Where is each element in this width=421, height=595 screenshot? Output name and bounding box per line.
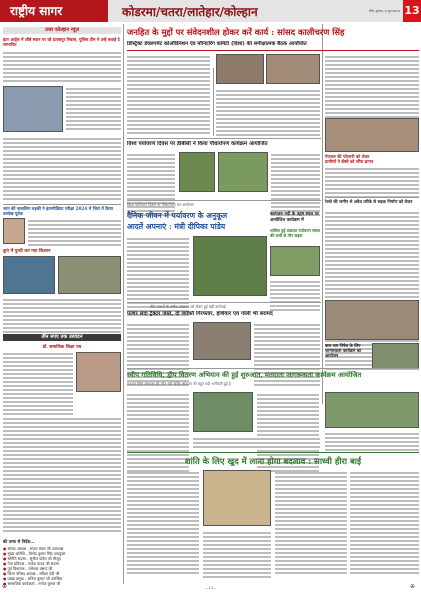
- plantation-photo: [218, 152, 268, 192]
- lead-headline: जनहित के मुद्दों पर संवेदनशील होकर करें कार्य : सांसद कालीचरण सिंह: [127, 27, 345, 37]
- divider: [3, 204, 121, 205]
- story-kicker: विश्व पर्यावरण दिवस पर पौधारोपण का आयोजन: [127, 202, 194, 207]
- meeting-photo: [266, 54, 320, 84]
- story-headline: दैनिक जीवन में पर्यावरण के अनुकूल: [127, 211, 228, 220]
- plantation-photo: [179, 152, 215, 192]
- region-title: कोडरमा/चतरा/लातेहार/कोल्हान: [122, 4, 258, 19]
- list-item: ● जिला परिषद अध्यक्ष - सविता देवी जी: [3, 571, 121, 576]
- story-headline: कल्पतरु नदी के उद्गम स्थल पर आयोजित कार्यक्रम में: [270, 212, 319, 223]
- tractor-photo: [193, 322, 251, 360]
- story-body: [3, 297, 121, 333]
- divider: [127, 200, 321, 201]
- news-photo: [58, 256, 121, 294]
- news-photo: [3, 86, 63, 132]
- event-photo: [325, 300, 419, 340]
- story-body: [271, 152, 320, 216]
- list-item: ● मुख्य अतिथि - विनोद कुमार सिंह उपायुक्त: [3, 551, 121, 556]
- story-body: [275, 470, 347, 574]
- portrait-photo: [76, 352, 121, 392]
- plantation-photo: [193, 236, 267, 296]
- list-item: ● समिति सदस्य - सुनील पांडेय जी मौजूद: [3, 556, 121, 561]
- story-headline: ग्रामीणों ने डीसी को सौंपा ज्ञापन: [325, 159, 374, 164]
- divider: [127, 302, 321, 303]
- event-photo: [270, 246, 320, 276]
- story-headline: कुएं में गुत्थी कर गया किसान: [3, 249, 51, 254]
- meeting-photo: [216, 54, 264, 84]
- story-body: [325, 431, 419, 451]
- divider: [127, 138, 321, 139]
- list-item: ● प्रखंड प्रमुख - अनिल कुमार जी उपस्थित: [3, 576, 121, 581]
- lead-body: [216, 88, 320, 136]
- list-item: ● नेता प्रतिपक्ष - राजेश यादव जी सदस्य: [3, 561, 121, 566]
- lead-body: [127, 54, 210, 134]
- story-body: [127, 470, 199, 574]
- column-rule: [322, 24, 323, 404]
- divider: [127, 368, 419, 369]
- divider: [127, 452, 419, 453]
- story-headline: स्वीप गतिविधि, द्वीप वितरण अभियान की हुई शुरुआत, मतदाता जागरूकता कार्यक्रम आयोजित: [127, 371, 362, 379]
- story-subheadline: शामिल हुई प्रख्यात पर्यावरण संस्था की कमी से तीन सड़क: [270, 228, 320, 238]
- column-rule: [213, 68, 214, 136]
- bullets-title: की तरफ से निर्देश...: [3, 539, 35, 544]
- page-number: 13: [403, 0, 421, 22]
- story-body: [3, 136, 121, 200]
- story-kicker: तीन पत्थरों के अवैध उत्खनन को लेकर हुई बड़ी कार्रवाई: [150, 304, 226, 309]
- story-body: [28, 218, 121, 246]
- story-headline: पत्थर लदा ट्रैक्टर जब्त, दो व्यक्ति गिरफ्तार, हथियार एवं गोली भी बरामद: [127, 311, 273, 317]
- event-photo: [203, 470, 271, 526]
- story-body: [66, 86, 121, 130]
- list-item: ● पूर्व विधायक - रामेश्वर प्रसाद जी: [3, 566, 121, 571]
- event-photo: [372, 343, 419, 369]
- story-headline: शांति के लिए खुद में लाना होगा बदलाव : साध्वी हीरा बाई: [184, 456, 362, 466]
- story-headline: पेयजल की परेशानी को लेकर: [325, 154, 370, 159]
- event-photo: [193, 392, 253, 432]
- name-list: [3, 546, 121, 586]
- story-body: [350, 470, 419, 574]
- side-box-headline: बाल श्रम निषेध के लिए जागरूकता कार्यक्रम का आयोजन: [325, 343, 362, 359]
- story-headline: विश्व पर्यावरण दिवस पर डीबीसी ने किया पौधारोपण कार्यक्रम आयोजित: [127, 141, 268, 147]
- story-body: [203, 530, 271, 578]
- story-headline: इंटर आर्ट्स में शीर्ष स्थान पर रहे प्रताबपुर निवास, पुलिस टीम ने उन्हें बधाई दे सम्मानित: [3, 37, 120, 48]
- event-photo: [325, 392, 419, 428]
- registration-mark-icon: ⊕: [410, 583, 416, 590]
- section-label: तीन रुपए तक उत्पादन: [3, 334, 121, 341]
- list-item: ● सांसद अध्यक्ष - संजय मंडल जी उपाध्यक्ष: [3, 546, 121, 551]
- story-body: [325, 166, 419, 198]
- divider: [127, 50, 419, 51]
- page-footer-marker: —13—: [204, 586, 217, 590]
- story-body: [3, 416, 121, 532]
- story-body: [193, 436, 320, 448]
- column-rule: [123, 24, 124, 584]
- story-kicker: मतदान सिर्फ लोकतंत्र की जीत नहीं बल्कि लोकतंत्र की बहुत बड़ी भागीदारी हुई है: [127, 382, 231, 386]
- lead-subheadline: डिस्ट्रिक्ट डेवलपमेंट कोऑर्डिनेशन एंड मॉनिटरिंग कमिटी (दिशा) की समीक्षात्मक बैठक आयोजित: [127, 41, 307, 47]
- masthead: [0, 0, 421, 22]
- story-headline: रेलवे की जमीन से अवैध तरीके से सड़क निर्माण को लेकर: [325, 199, 413, 204]
- story-headline: आदतें अपनाएं : मंत्री दीपिका पांडेय: [127, 222, 226, 231]
- news-photo: [3, 256, 55, 294]
- region-band: [108, 0, 403, 22]
- section-label: उत्तर कोल्हान न्यूज़: [3, 27, 121, 34]
- divider: [325, 197, 419, 198]
- story-body: [3, 50, 121, 82]
- news-photo: [325, 118, 419, 152]
- list-item: ● सामाजिक कार्यकर्ता - मनोज कुमार जी: [3, 581, 121, 586]
- registration-mark-icon: ⊕: [2, 583, 8, 590]
- story-body: [3, 351, 73, 415]
- story-headline: जाम की नाबालिग लड़की ने इंटरमीडियट परीक्षा 2024 में जिले में किया उल्लेख पूर्वक: [3, 206, 114, 217]
- portrait-photo: [3, 218, 25, 244]
- dateline: राँची, गुरुवार, 6 जून 2024: [369, 9, 400, 13]
- newspaper-brand: राष्ट्रीय सागर: [0, 0, 108, 22]
- story-headline: डॉ. समाजिक शिक्षा पथ: [42, 345, 82, 350]
